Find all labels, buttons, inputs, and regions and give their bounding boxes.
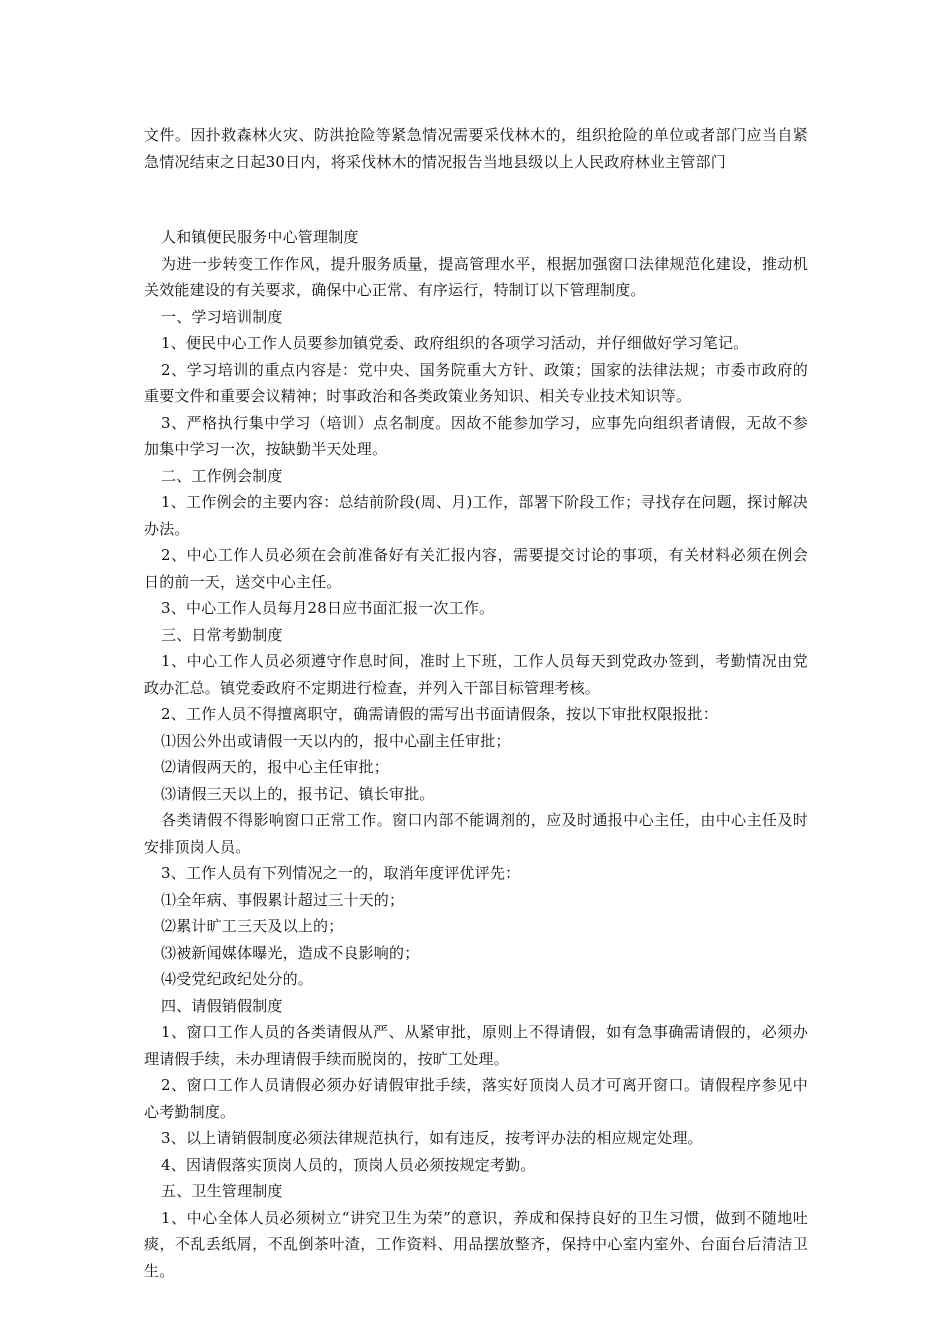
document-paragraph: ⑶被新闻媒体曝光，造成不良影响的； (161, 943, 420, 962)
document-paragraph: 二、工作例会制度 (161, 466, 283, 485)
document-paragraph: 2、窗口工作人员请假必须办好请假审批手续，落实好顶岗人员才可离开窗口。请假程序参见中心考勤制度。 (144, 1076, 808, 1121)
document-paragraph: 为进一步转变工作作风，提升服务质量，提高管理水平，根据加强窗口法律规范化建设，推动机关效能建设的有关要求，确保中心正常、有序运行，特制订以下管理制度。 (144, 254, 808, 299)
document-paragraph: 3、中心工作人员每月28日应书面汇报一次工作。 (161, 599, 495, 617)
document-paragraph: 4、因请假落实顶岗人员的，顶岗人员必须按规定考勤。 (161, 1155, 536, 1174)
document-paragraph: ⑴全年病、事假累计超过三十天的； (161, 890, 405, 909)
document-paragraph: 2、学习培训的重点内容是：党中央、国务院重大方针、政策；国家的法律法规；市委市政府的重要文件和重要会议精神；时事政治和各类政策业务知识、相关专业技术知识等。 (144, 360, 808, 405)
document-paragraph: ⑴因公外出或请假一天以内的，报中心副主任审批； (161, 731, 511, 750)
document-page (144, 122, 808, 1284)
document-paragraph: 四、请假销假制度 (161, 996, 283, 1015)
document-body (144, 224, 808, 1284)
document-paragraph: 三、日常考勤制度 (161, 625, 283, 644)
document-paragraph: ⑶请假三天以上的，报书记、镇长审批。 (161, 784, 435, 803)
document-paragraph: ⑵累计旷工三天及以上的； (161, 917, 344, 935)
document-paragraph: ⑵请假两天的，报中心主任审批； (161, 758, 390, 776)
paragraph-list (144, 251, 808, 1285)
intro-paragraph: 文件。因扑救森林火灾、防洪抢险等紧急情况需要采伐林木的，组织抢险的单位或者部门应当自紧急情况结束之日起30日内，将采伐林木的情况报告当地县级以上人民政府林业主管部门 (144, 126, 808, 171)
document-paragraph: ⑷受党纪政纪处分的。 (161, 970, 314, 988)
document-paragraph: 1、中心工作人员必须遵守作息时间，准时上下班，工作人员每天到党政办签到，考勤情况由党政办汇总。镇党委政府不定期进行检查，并列入干部目标管理考核。 (144, 652, 808, 697)
document-title: 人和镇便民服务中心管理制度 (161, 228, 359, 246)
document-paragraph: 3、工作人员有下列情况之一的，取消年度评优评先： (161, 864, 521, 882)
document-paragraph: 1、便民中心工作人员要参加镇党委、政府组织的各项学习活动，并仔细做好学习笔记。 (161, 334, 749, 352)
document-paragraph: 1、工作例会的主要内容：总结前阶段(周、月)工作，部署下阶段工作；寻找存在问题，探讨解决办法。 (144, 493, 808, 538)
document-paragraph: 1、中心全体人员必须树立“讲究卫生为荣”的意识，养成和保持良好的卫生习惯，做到不随地吐痰，不乱丢纸屑，不乱倒茶叶渣，工作资料、用品摆放整齐，保持中心室内室外、台面台后清洁卫生。 (144, 1208, 808, 1280)
document-paragraph: 五、卫生管理制度 (161, 1182, 283, 1200)
document-paragraph: 各类请假不得影响窗口正常工作。窗口内部不能调剂的，应及时通报中心主任，由中心主任及时安排顶岗人员。 (144, 811, 808, 856)
document-paragraph: 2、中心工作人员必须在会前准备好有关汇报内容，需要提交讨论的事项，有关材料必须在例会日的前一天，送交中心主任。 (144, 546, 808, 591)
document-paragraph: 2、工作人员不得擅离职守，确需请假的需写出书面请假条，按以下审批权限报批： (161, 705, 718, 723)
document-paragraph: 3、严格执行集中学习（培训）点名制度。因故不能参加学习，应事先向组织者请假，无故不参加集中学习一次，按缺勤半天处理。 (144, 413, 808, 458)
document-paragraph: 3、以上请销假制度必须法律规范执行，如有违反，按考评办法的相应规定处理。 (161, 1129, 703, 1147)
document-paragraph: 一、学习培训制度 (161, 307, 283, 326)
document-paragraph: 1、窗口工作人员的各类请假从严、从紧审批，原则上不得请假，如有急事确需请假的，必须办理请假手续，未办理请假手续而脱岗的，按旷工处理。 (144, 1023, 808, 1068)
